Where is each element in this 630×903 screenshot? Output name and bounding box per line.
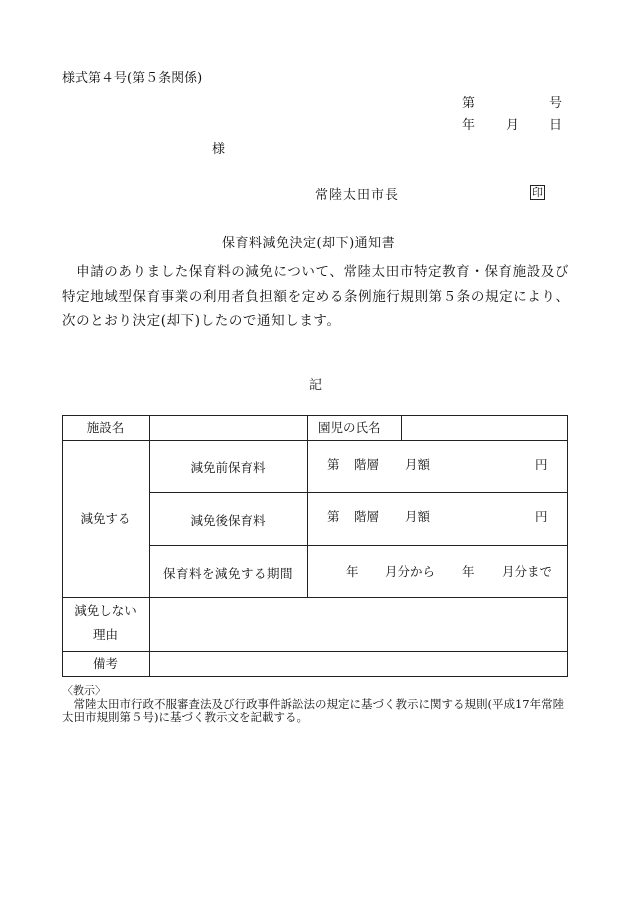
table-rule (307, 415, 308, 598)
period-start-year: 年 (346, 564, 359, 579)
table-rule (62, 651, 568, 652)
decision-table (62, 415, 568, 677)
before-monthly-label: 月額 (405, 457, 431, 472)
after-tier-prefix: 第 (327, 509, 340, 524)
child-name-label: 園児の氏名 (318, 420, 381, 435)
remarks-label: 備考 (92, 656, 118, 671)
form-number: 様式第４号(第５条関係) (62, 71, 203, 86)
before-tier-suffix: 階層 (354, 457, 380, 472)
before-yen-label: 円 (535, 457, 548, 472)
notice-text: 常陸太田市行政不服審査法及び行政事件訴訟法の規定に基づく教示に関する規則(平成17年常陸太田市規則第５号)に基づく教示文を記載する。 (62, 697, 565, 724)
date-year-label: 年 (462, 118, 476, 133)
issuer-name: 常陸太田市長 (315, 188, 400, 203)
table-rule (149, 492, 568, 493)
reduction-period-label: 保育料を減免する期間 (162, 566, 293, 581)
reduce-group-label: 減免する (80, 511, 131, 526)
notice-heading: 〈教示〉 (62, 684, 106, 697)
period-start-month: 月分から (385, 564, 436, 579)
no-reduce-reason-label-line1: 減免しない (74, 603, 137, 618)
before-fee-label: 減免前保育料 (190, 460, 266, 475)
body-paragraph: 申請のありました保育料の減免について、常陸太田市特定教育・保育施設及び特定地域型保育事業の利用者負担額を定める条例施行規則第５条の規定により、次のとおり決定(却下)したので通知します。 (62, 264, 570, 329)
table-rule (62, 597, 568, 598)
after-monthly-label: 月額 (405, 509, 431, 524)
facility-name-label: 施設名 (86, 420, 125, 435)
table-rule (149, 415, 150, 677)
document-number-suffix: 号 (549, 96, 563, 111)
table-rule (62, 415, 568, 416)
seal-mark: 印 (532, 186, 543, 199)
period-end-year: 年 (462, 564, 475, 579)
document-title: 保育料減免決定(却下)通知書 (222, 236, 396, 251)
after-fee-label: 減免後保育料 (190, 513, 266, 528)
period-end-month: 月分まで (502, 564, 553, 579)
table-rule (62, 440, 568, 441)
table-rule (149, 545, 568, 546)
after-tier-suffix: 階層 (354, 509, 380, 524)
record-label: 記 (309, 378, 323, 393)
before-tier-prefix: 第 (327, 457, 340, 472)
date-day-label: 日 (549, 118, 563, 133)
after-yen-label: 円 (535, 509, 548, 524)
table-rule (62, 676, 568, 677)
date-month-label: 月 (506, 118, 520, 133)
no-reduce-reason-label-line2: 理由 (92, 627, 118, 642)
addressee-suffix: 様 (212, 142, 226, 157)
table-rule (567, 415, 568, 677)
table-rule (401, 415, 402, 441)
document-number-prefix: 第 (462, 96, 476, 111)
